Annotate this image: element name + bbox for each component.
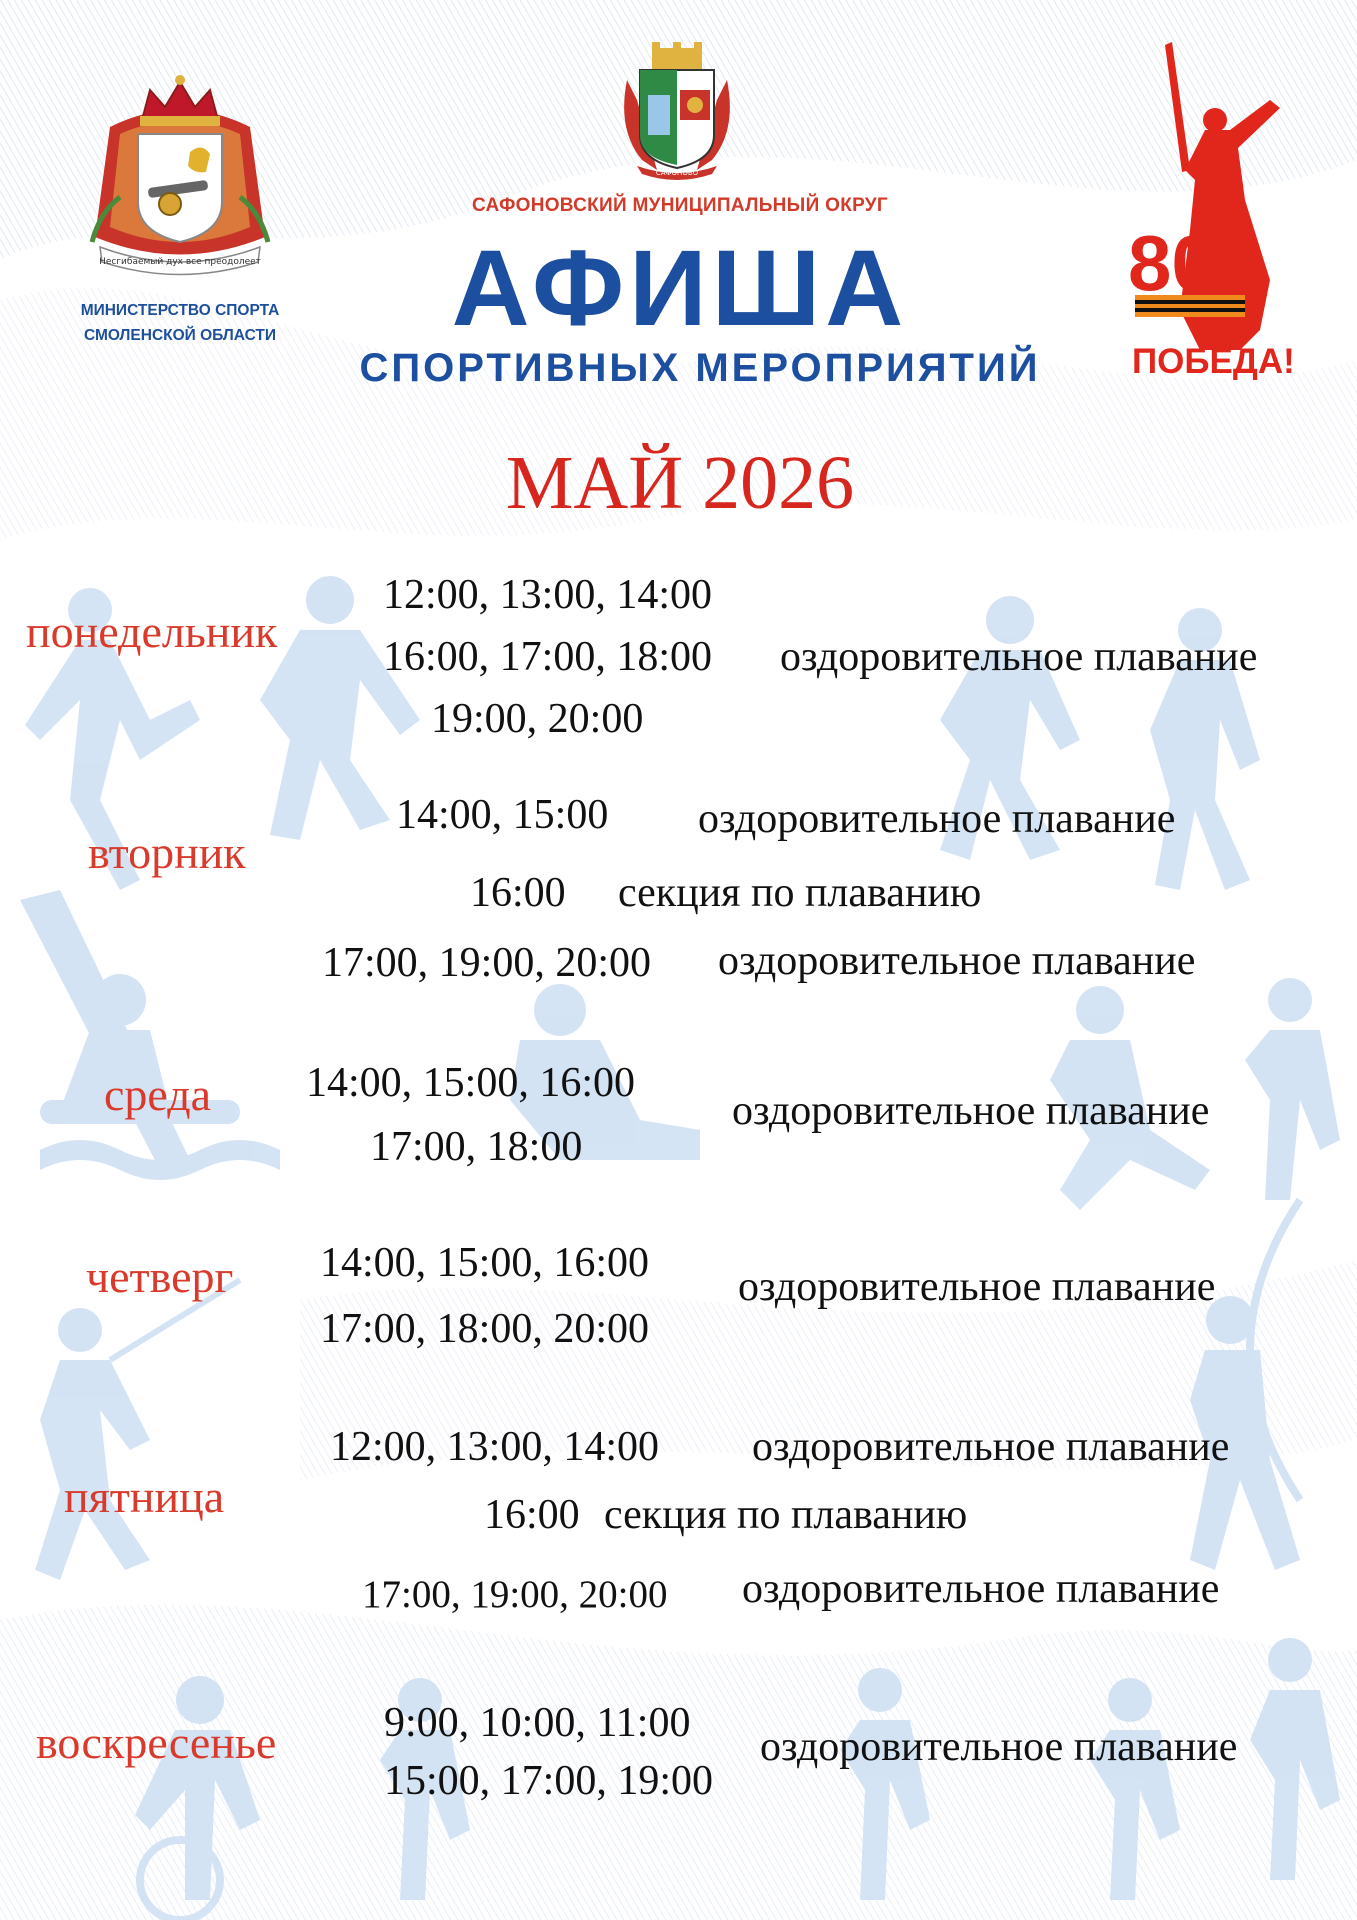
time-slots: 15:00, 17:00, 19:00 <box>384 1758 714 1804</box>
time-slots: 17:00, 18:00, 20:00 <box>320 1306 650 1352</box>
month-title: МАЙ 2026 <box>505 441 855 525</box>
district-name: САФОНОВСКИЙ МУНИЦИПАЛЬНЫЙ ОКРУГ <box>472 195 888 216</box>
activity-label: секция по плаванию <box>618 870 982 916</box>
victory-number: 80 <box>1128 219 1215 307</box>
ministry-line-2: СМОЛЕНСКОЙ ОБЛАСТИ <box>83 327 277 344</box>
page-title: АФИША <box>451 227 909 348</box>
day-label: вторник <box>88 827 246 878</box>
crest-motto: Несгибаемый дух все преодолеет <box>99 257 261 267</box>
time-slots: 14:00, 15:00, 16:00 <box>320 1240 650 1286</box>
activity-label: оздоровительное плавание <box>698 796 1176 842</box>
day-label: воскресенье <box>36 1717 277 1768</box>
activity-label: оздоровительное плавание <box>780 634 1258 680</box>
activity-label: оздоровительное плавание <box>760 1724 1238 1770</box>
smolensk-crest-icon <box>80 72 280 282</box>
time-slots: 12:00, 13:00, 14:00 <box>383 572 713 618</box>
time-slots: 9:00, 10:00, 11:00 <box>384 1700 691 1746</box>
time-slots: 16:00 <box>470 870 566 916</box>
time-slots: 17:00, 19:00, 20:00 <box>362 1573 668 1616</box>
time-slots: 16:00 <box>484 1492 580 1538</box>
day-label: пятница <box>64 1471 225 1522</box>
time-slots: 17:00, 18:00 <box>370 1124 583 1170</box>
activity-label: оздоровительное плавание <box>752 1424 1230 1470</box>
time-slots: 19:00, 20:00 <box>431 696 644 742</box>
activity-label: секция по плаванию <box>604 1492 968 1538</box>
activity-label: оздоровительное плавание <box>718 938 1196 984</box>
ministry-line-1: МИНИСТЕРСТВО СПОРТА <box>80 302 280 319</box>
ministry-label <box>58 298 302 348</box>
time-slots: 12:00, 13:00, 14:00 <box>330 1424 660 1470</box>
victory-word: ПОБЕДА! <box>1132 342 1295 380</box>
activity-label: оздоровительное плавание <box>732 1088 1210 1134</box>
day-label: понедельник <box>26 606 278 657</box>
time-slots: 14:00, 15:00, 16:00 <box>306 1060 636 1106</box>
safonovo-emblem-icon <box>612 40 742 180</box>
day-label: среда <box>104 1069 212 1120</box>
day-label: четверг <box>86 1251 234 1302</box>
time-slots: 16:00, 17:00, 18:00 <box>383 634 713 680</box>
activity-label: оздоровительное плавание <box>738 1264 1216 1310</box>
time-slots: 14:00, 15:00 <box>396 792 609 838</box>
page-subtitle: СПОРТИВНЫХ МЕРОПРИЯТИЙ <box>359 346 1041 390</box>
activity-label: оздоровительное плавание <box>742 1566 1220 1612</box>
town-emblem-label: САФОНОВО <box>655 169 699 177</box>
victory-80-logo-icon <box>1120 30 1300 380</box>
time-slots: 17:00, 19:00, 20:00 <box>322 940 652 986</box>
